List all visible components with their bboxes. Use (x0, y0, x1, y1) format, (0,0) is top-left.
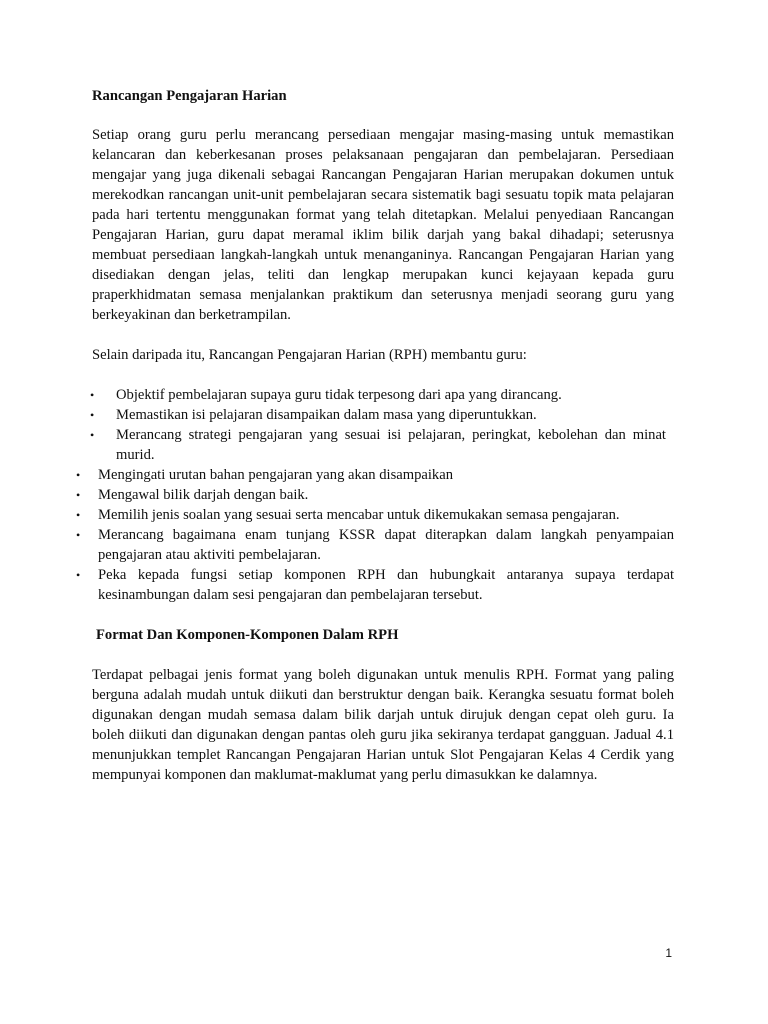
list-item (76, 565, 674, 605)
list-item-text: Peka kepada fungsi setiap komponen RPH dan hubungkait antaranya supaya terdapat kesinambungan dalam sesi pengajaran dan pembelajaran tersebut. (98, 567, 674, 603)
page-number: 1 (665, 946, 672, 960)
list-item (92, 385, 674, 405)
bullet-list-group-1 (92, 385, 674, 465)
list-item-text: Mengawal bilik darjah dengan baik. (98, 487, 309, 503)
spacer (92, 365, 674, 385)
bullet-icon: • (76, 508, 81, 522)
section-heading: Format Dan Komponen-Komponen Dalam RPH (96, 627, 399, 643)
list-item (92, 405, 674, 425)
bullet-icon: • (76, 568, 81, 582)
rph-intro-paragraph: Selain daripada itu, Rancangan Pengajaran Harian (RPH) membantu guru: (92, 347, 527, 363)
spacer (92, 106, 674, 125)
bullet-icon: • (90, 388, 95, 402)
intro-paragraph: Setiap orang guru perlu merancang persediaan mengajar masing-masing untuk memastikan kelancaran dan keberkesanan proses pelaksanaan pengajaran dan pembelajaran. Persediaan mengajar yang juga dikenali sebagai Rancangan Pengajaran Harian merupakan dokumen untuk merekodkan rancangan unit-unit pembelajaran secara sistematik bagi sesuatu topik mata pelajaran pada hari tertentu menggunakan format yang telah ditetapkan. Melalui penyediaan Rancangan Pengajaran Harian, guru dapat meramal iklim bilik darjah yang bakal dihadapi; seterusnya membuat persediaan langkah-langkah untuk menanganinya. Rancangan Pengajaran Harian yang disediakan dengan jelas, teliti dan lengkap merupakan kunci kejayaan kepada guru praperkhidmatan semasa menjalankan praktikum dan seterusnya menjadi seorang guru yang berkeyakinan dan berketrampilan. (92, 127, 674, 323)
bullet-icon: • (76, 468, 81, 482)
list-item (76, 505, 674, 525)
list-item-text: Memilih jenis soalan yang sesuai serta mencabar untuk dikemukakan semasa pengajaran. (98, 507, 620, 523)
list-item-text: Merancang bagaimana enam tunjang KSSR dapat diterapkan dalam langkah penyampaian pengajaran atau aktiviti pembelajaran. (98, 527, 674, 563)
document-page (76, 86, 674, 785)
bullet-icon: • (76, 488, 81, 502)
document-title: Rancangan Pengajaran Harian (92, 88, 287, 104)
bullet-icon: • (90, 428, 95, 442)
list-item (76, 525, 674, 565)
bullet-list-group-2 (76, 465, 674, 605)
format-paragraph: Terdapat pelbagai jenis format yang boleh digunakan untuk menulis RPH. Format yang paling berguna adalah mudah untuk diikuti dan berstruktur dengan baik. Kerangka sesuatu format boleh digunakan dengan mudah semasa dalam bilik darjah untuk dirujuk dengan cepat oleh guru. Ia boleh diikuti dan digunakan dengan pantas oleh guru jika sekiranya terdapat gangguan. Jadual 4.1 menunjukkan templet Rancangan Pengajaran Harian untuk Slot Pengajaran Kelas 4 Cerdik yang mempunyai komponen dan maklumat-maklumat yang perlu dimasukkan ke dalamnya. (92, 667, 674, 783)
spacer (92, 605, 674, 625)
bullet-icon: • (90, 408, 95, 422)
list-item-text: Objektif pembelajaran supaya guru tidak terpesong dari apa yang dirancang. (116, 387, 562, 403)
spacer (92, 325, 674, 345)
bullet-icon: • (76, 528, 81, 542)
list-item (92, 425, 674, 465)
list-item (76, 465, 674, 485)
list-item-text: Mengingati urutan bahan pengajaran yang akan disampaikan (98, 467, 453, 483)
list-item-text: Merancang strategi pengajaran yang sesuai isi pelajaran, peringkat, kebolehan dan minat murid. (116, 427, 666, 463)
spacer (92, 645, 674, 665)
list-item (76, 485, 674, 505)
list-item-text: Memastikan isi pelajaran disampaikan dalam masa yang diperuntukkan. (116, 407, 537, 423)
